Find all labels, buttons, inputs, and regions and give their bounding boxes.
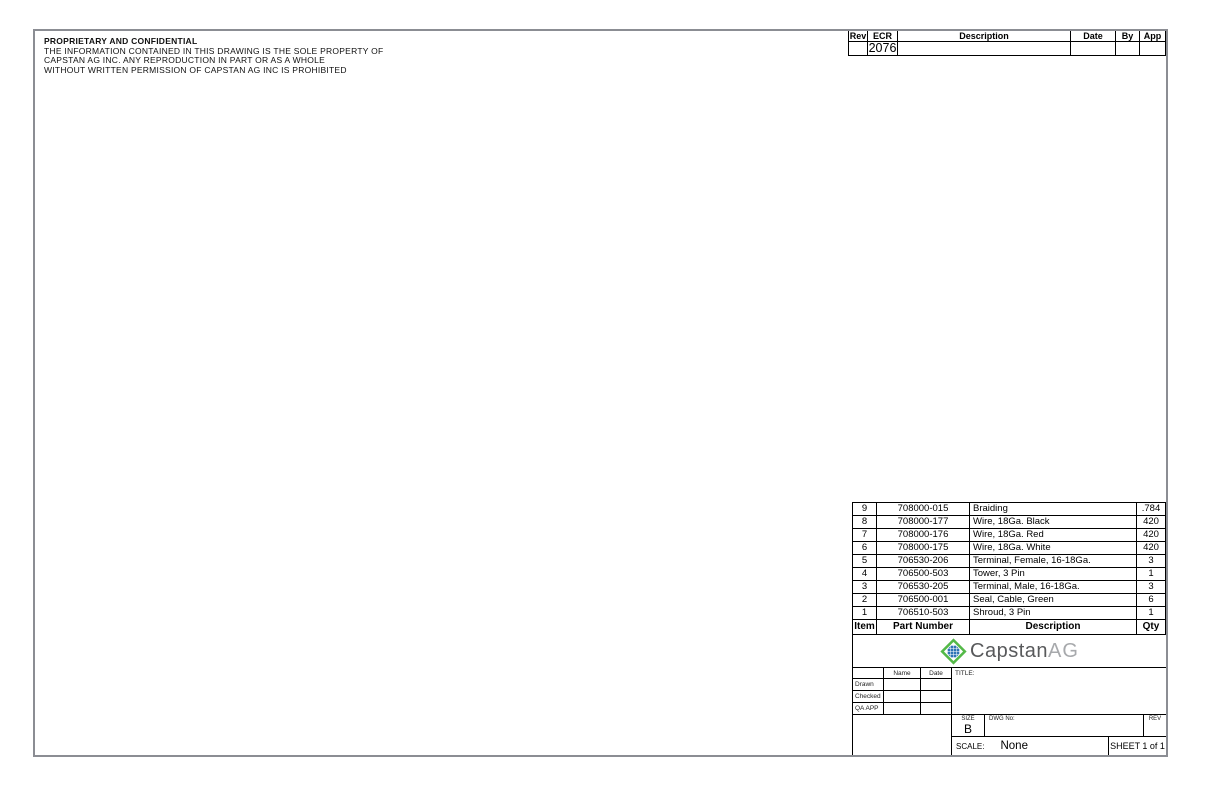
logo-cell <box>853 635 1166 668</box>
bom-description: Shroud, 3 Pin <box>970 607 1137 620</box>
bom-header-qty: Qty <box>1142 621 1160 632</box>
bom-item: 2 <box>853 594 877 607</box>
bom-part-number: 708000-176 <box>877 529 970 542</box>
bom-part-number: 706530-205 <box>877 581 970 594</box>
bom-item: 9 <box>853 503 877 516</box>
dwg-no-field <box>985 715 1143 736</box>
bom-header-part-number: Part Number <box>877 620 970 634</box>
bom-description: Terminal, Female, 16-18Ga. <box>970 555 1137 568</box>
signoff-corner-cell <box>853 668 884 679</box>
bom-qty: 3 <box>1137 581 1165 594</box>
size-field <box>952 715 985 736</box>
revision-cell-description <box>898 42 1071 56</box>
bom-description: Braiding <box>970 503 1137 516</box>
bom-qty: 420 <box>1137 516 1165 529</box>
signoff-checked-label: Checked <box>853 691 884 703</box>
signoff-drawn-date-cell <box>921 679 952 691</box>
signoff-checked-date-cell <box>921 691 952 703</box>
bom-description: Wire, 18Ga. Red <box>970 529 1137 542</box>
title-block-empty-cell <box>853 715 952 755</box>
bom-description: Wire, 18Ga. White <box>970 542 1137 555</box>
scale-field <box>952 737 1108 755</box>
signoff-drawn-name-cell <box>884 679 921 691</box>
bom-item: 1 <box>853 607 877 620</box>
revision-header-date: Date <box>1071 31 1116 42</box>
bom-qty: .784 <box>1137 503 1165 516</box>
bom-table <box>852 502 1166 635</box>
bom-description: Terminal, Male, 16-18Ga. <box>970 581 1137 594</box>
bom-item: 8 <box>853 516 877 529</box>
revision-header-app: App <box>1140 31 1166 42</box>
revision-header-ecr: ECR <box>868 31 898 42</box>
scale-value: None <box>1000 740 1028 752</box>
bom-qty: 1 <box>1137 607 1165 620</box>
title-block-bottom <box>853 715 1166 755</box>
proprietary-notice-line: THE INFORMATION CONTAINED IN THIS DRAWING IS THE SOLE PROPERTY OF <box>44 45 384 56</box>
bom-part-number: 708000-177 <box>877 516 970 529</box>
bom-item: 6 <box>853 542 877 555</box>
bom-qty: 3 <box>1137 555 1165 568</box>
revision-header-description: Description <box>898 31 1071 42</box>
size-value: B <box>963 722 972 736</box>
revision-header-rev: Rev <box>849 31 867 41</box>
revision-table <box>848 31 1166 56</box>
bom-part-number: 706500-503 <box>877 568 970 581</box>
bom-header-item: Item <box>853 620 877 634</box>
revision-cell-by <box>1116 42 1140 56</box>
rev-field <box>1143 715 1166 736</box>
title-field <box>952 668 1166 714</box>
revision-cell-date <box>1071 42 1116 56</box>
bom-qty: 6 <box>1137 594 1165 607</box>
proprietary-notice-title: PROPRIETARY AND CONFIDENTIAL <box>44 36 198 46</box>
bom-item: 7 <box>853 529 877 542</box>
signoff-section <box>853 668 1166 715</box>
brand-name: Capstan <box>970 640 1049 662</box>
rev-label: REV <box>1148 716 1162 722</box>
size-label: SIZE <box>961 716 975 722</box>
bom-qty: 420 <box>1137 542 1165 555</box>
scale-label: SCALE: <box>956 741 985 751</box>
bom-qty: 1 <box>1137 568 1165 581</box>
revision-cell-rev <box>849 42 868 56</box>
signoff-checked-name-cell <box>884 691 921 703</box>
signoff-date-header: Date <box>921 668 952 679</box>
revision-header-by: By <box>1116 31 1140 42</box>
bom-part-number: 706510-503 <box>877 607 970 620</box>
signoff-table <box>853 668 952 714</box>
bom-part-number: 708000-175 <box>877 542 970 555</box>
bom-description: Seal, Cable, Green <box>970 594 1137 607</box>
bom-description: Tower, 3 Pin <box>970 568 1137 581</box>
bom-part-number: 706530-206 <box>877 555 970 568</box>
sheet-number: SHEET 1 of 1 <box>1108 737 1166 755</box>
signoff-qa-name-cell <box>884 703 921 714</box>
revision-cell-app <box>1140 42 1166 56</box>
dwg-no-label: DWG No: <box>989 716 1015 722</box>
bom-description: Wire, 18Ga. Black <box>970 516 1137 529</box>
capstanag-diamond-icon <box>940 638 967 665</box>
bom-item: 3 <box>853 581 877 594</box>
drawing-sheet-border <box>33 29 1168 757</box>
bom-header-description: Description <box>970 620 1137 634</box>
bom-part-number: 708000-015 <box>877 503 970 516</box>
bom-qty: 420 <box>1137 529 1165 542</box>
bom-item: 5 <box>853 555 877 568</box>
revision-cell-ecr: 2076 <box>868 42 897 55</box>
signoff-name-header: Name <box>884 668 921 679</box>
brand-suffix: AG <box>1048 640 1079 662</box>
proprietary-notice-line: WITHOUT WRITTEN PERMISSION OF CAPSTAN AG INC IS PROHIBITED <box>44 65 347 76</box>
proprietary-notice <box>44 37 383 76</box>
title-label: TITLE: <box>955 670 975 677</box>
bom-part-number: 706500-001 <box>877 594 970 607</box>
proprietary-notice-line: CAPSTAN AG INC. ANY REPRODUCTION IN PART OR AS A WHOLE <box>44 55 325 66</box>
signoff-qa-date-cell <box>921 703 952 714</box>
bom-item: 4 <box>853 568 877 581</box>
title-block <box>852 635 1166 755</box>
signoff-drawn-label: Drawn <box>853 679 884 691</box>
signoff-qa-label: QA APP <box>853 703 884 714</box>
